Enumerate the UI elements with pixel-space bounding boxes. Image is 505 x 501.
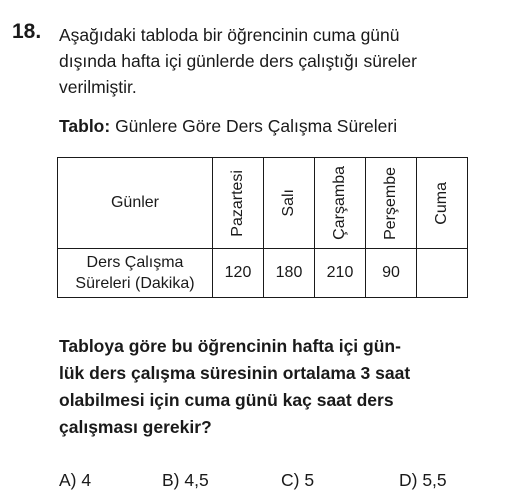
day-label: Çarşamba xyxy=(331,166,348,240)
prompt-line: lük ders çalışma süresinin ortalama 3 saat xyxy=(59,363,411,383)
prompt-line: çalışması gerekir? xyxy=(59,417,212,437)
day-label: Salı xyxy=(280,189,297,217)
table-header-row xyxy=(58,158,468,249)
option-b[interactable]: B) 4,5 xyxy=(162,470,209,490)
value-cell-tuesday: 180 xyxy=(264,249,315,298)
day-cell-friday xyxy=(417,158,468,249)
intro-line: dışında hafta içi günlerde ders çalıştığı süreler xyxy=(59,51,417,71)
day-cell-tuesday xyxy=(264,158,315,249)
table-title-text: Günlere Göre Ders Çalışma Süreleri xyxy=(110,116,398,136)
value-cell-friday xyxy=(417,249,468,298)
intro-line: Aşağıdaki tabloda bir öğrencinin cuma günü xyxy=(59,25,400,45)
table-title-label: Tablo: xyxy=(59,116,111,136)
question-number: 18. xyxy=(12,20,42,43)
day-label: Pazartesi xyxy=(229,169,246,237)
row-label-cell xyxy=(58,249,213,298)
option-a[interactable]: A) 4 xyxy=(59,470,92,490)
study-time-table xyxy=(57,157,468,298)
question-prompt xyxy=(59,333,499,441)
table-title xyxy=(59,116,397,137)
day-cell-wednesday xyxy=(315,158,366,249)
prompt-line: olabilmesi için cuma günü kaç saat ders xyxy=(59,390,394,410)
row-label xyxy=(58,252,212,294)
value-cell-thursday: 90 xyxy=(366,249,417,298)
value-cell-monday: 120 xyxy=(213,249,264,298)
day-label: Perşembe xyxy=(382,166,399,240)
option-c[interactable]: C) 5 xyxy=(281,470,315,490)
option-d[interactable]: D) 5,5 xyxy=(399,470,447,490)
question-intro xyxy=(59,22,499,100)
day-label: Cuma xyxy=(433,181,450,225)
day-cell-monday xyxy=(213,158,264,249)
table-value-row xyxy=(58,249,468,298)
row-label-line: Süreleri (Dakika) xyxy=(75,275,195,292)
value-cell-wednesday: 210 xyxy=(315,249,366,298)
day-cell-thursday xyxy=(366,158,417,249)
header-label-cell xyxy=(58,158,213,249)
intro-line: verilmiştir. xyxy=(59,77,137,97)
prompt-line: Tabloya göre bu öğrencinin hafta içi gün- xyxy=(59,336,401,356)
header-label: Günler xyxy=(110,194,160,211)
answer-options xyxy=(59,470,499,494)
row-label-line: Ders Çalışma xyxy=(86,254,184,271)
